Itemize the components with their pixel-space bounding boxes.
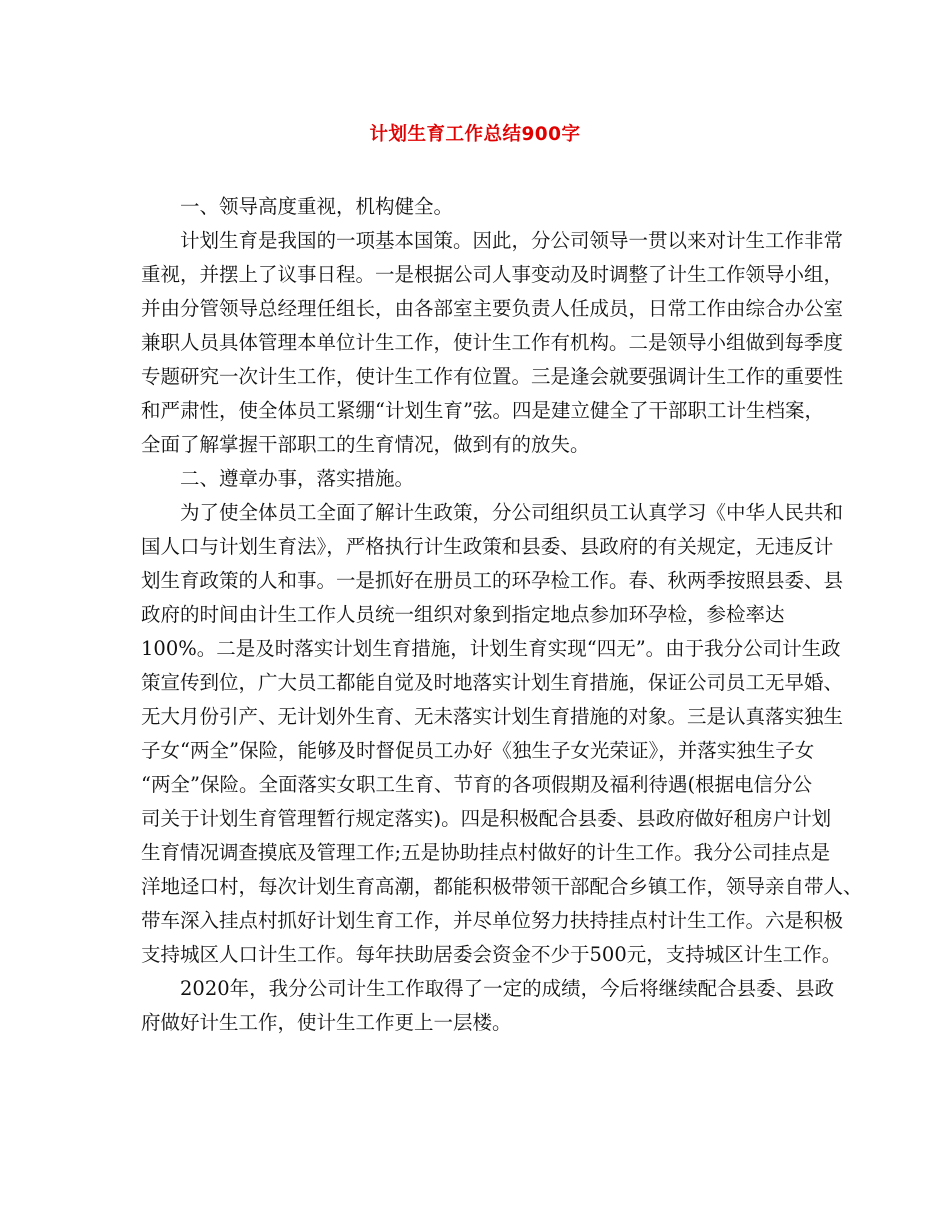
text-line: 并由分管领导总经理任组长，由各部室主要负责人任成员，日常工作由综合办公室 bbox=[141, 297, 844, 320]
text-line: 政府的时间由计生工作人员统一组织对象到指定地点参加环孕检，参检率达 bbox=[141, 603, 785, 626]
text-line: 专题研究一次计生工作，使计生工作有位置。三是逢会就要强调计生工作的重要性 bbox=[141, 365, 844, 388]
text-line: 一、领导高度重视，机构健全。 bbox=[180, 195, 454, 218]
text-line: 司关于计划生育管理暂行规定落实)。四是积极配合县委、县政府做好租房户计划 bbox=[141, 807, 832, 830]
text-line: 带车深入挂点村抓好计划生育工作，并尽单位努力扶持挂点村计生工作。六是积极 bbox=[141, 909, 844, 932]
document-title: 计划生育工作总结900字 bbox=[369, 124, 581, 145]
text-line: 洋地迳口村，每次计划生育高潮，都能积极带领干部配合乡镇工作，领导亲自带人、 bbox=[141, 875, 863, 898]
text-line: 划生育政策的人和事。一是抓好在册员工的环孕检工作。春、秋两季按照县委、县 bbox=[141, 569, 844, 592]
text-line: 2020年，我分公司计生工作取得了一定的成绩，今后将继续配合县委、县政 bbox=[180, 977, 835, 1000]
text-line: 计划生育是我国的一项基本国策。因此，分公司领导一贯以来对计生工作非常 bbox=[180, 229, 844, 252]
document-body bbox=[141, 190, 863, 1040]
text-line: 府做好计生工作，使计生工作更上一层楼。 bbox=[141, 1011, 512, 1034]
text-line: 100%。二是及时落实计划生育措施，计划生育实现“四无”。由于我分公司计生政 bbox=[141, 637, 841, 660]
text-line: 国人口与计划生育法》，严格执行计生政策和县委、县政府的有关规定，无违反计 bbox=[141, 535, 834, 558]
text-line: 重视，并摆上了议事日程。一是根据公司人事变动及时调整了计生工作领导小组， bbox=[141, 263, 844, 286]
text-line: 二、遵章办事，落实措施。 bbox=[180, 467, 415, 490]
text-line: 子女“两全”保险，能够及时督促员工办好《独生子女光荣证》，并落实独生子女 bbox=[141, 739, 815, 762]
text-line: 支持城区人口计生工作。每年扶助居委会资金不少于500元，支持城区计生工作。 bbox=[141, 943, 842, 966]
text-line: 全面了解掌握干部职工的生育情况，做到有的放失。 bbox=[141, 433, 590, 456]
text-line: 生育情况调查摸底及管理工作;五是协助挂点村做好的计生工作。我分公司挂点是 bbox=[141, 841, 831, 864]
text-line: 为了使全体员工全面了解计生政策，分公司组织员工认真学习《中华人民共和 bbox=[180, 501, 844, 524]
text-line: 策宣传到位，广大员工都能自觉及时地落实计划生育措施，保证公司员工无早婚、 bbox=[141, 671, 844, 694]
text-line: 无大月份引产、无计划外生育、无未落实计划生育措施的对象。三是认真落实独生 bbox=[141, 705, 844, 728]
text-line: 兼职人员具体管理本单位计生工作，使计生工作有机构。二是领导小组做到每季度 bbox=[141, 331, 844, 354]
text-line: “两全”保险。全面落实女职工生育、节育的各项假期及福利待遇(根据电信分公 bbox=[141, 773, 813, 796]
text-line: 和严肃性，使全体员工紧绷“计划生育”弦。四是建立健全了干部职工计生档案， bbox=[141, 399, 824, 422]
